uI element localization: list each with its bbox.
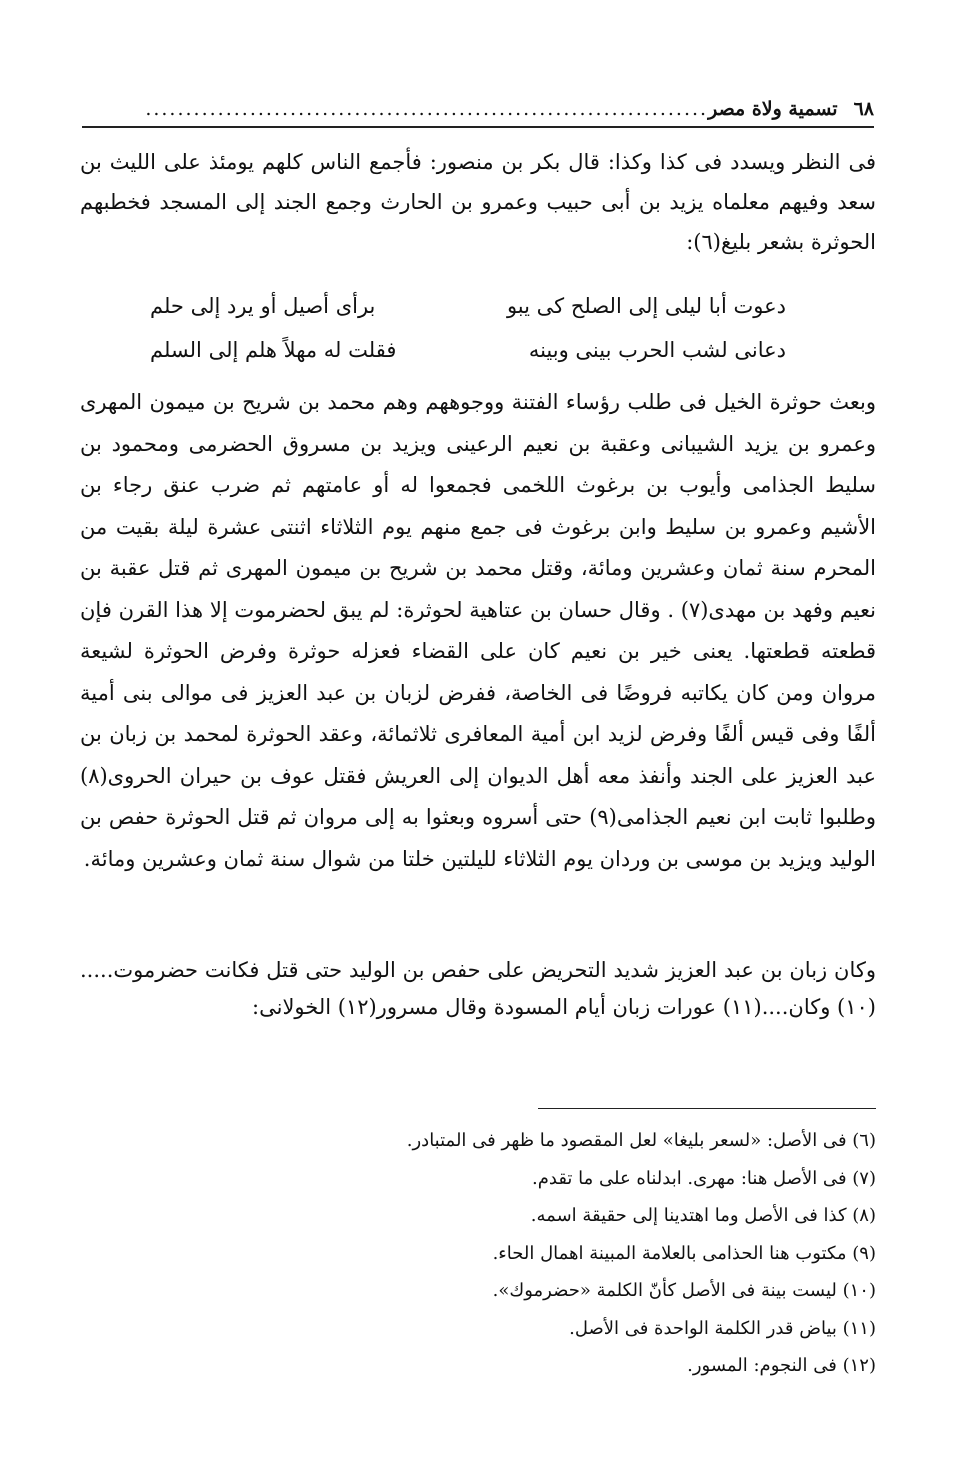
verse-1-second-hemistich: برأى أصيل أو يرد إلى حلم <box>150 294 376 318</box>
footnote-separator <box>538 1108 876 1109</box>
paragraph-1: فى النظر ويسدد فى كذا وكذا: قال بكر بن منصور: فأجمع الناس كلهم يومئذ على الليث بن سعد وفيهم معلماه يزيد بن أبى حبيب وعمرو بن الحارث وجمع الجند إلى المسجد فخطبهم الحوثرة بشعر بليغ(٦): <box>80 150 876 254</box>
footnotes <box>200 1122 876 1385</box>
paragraph-2: وبعث حوثرة الخيل فى طلب رؤساء الفتنة ووجوههم وهم محمد بن شريح بن ميمون المهرى وعمرو بن يزيد الشيبانى وعقبة بن نعيم الرعينى ويزيد بن مسروق الحضرمى ومحمود بن سليط الجذامى وأيوب بن برغوث اللخمى فجمعوا له أو عامتهم ثم ضرب عنق رجاء بن الأشيم وعمرو بن سليط وابن برغوث فى جمع منهم يوم الثلاثاء اثنتى عشرة ليلة بقيت من المحرم سنة ثمان وعشرين ومائة، وقتل محمد بن شريح بن ميمون المهرى ثم قتل عقبة بن نعيم وفهد بن مهدى(٧) . وقال حسان بن عتاهية لحوثرة: لم يبق لحضرموت إلا هذا القرن فإن قطعته قطعتها. يعنى خير بن نعيم كان على القضاء فعزله حوثرة وفرض الحوثرة لشيعة مروان ومن كان يكاتبه فروضًا فى الخاصة، ففرض لزبان بن عبد العزيز فى موالى بنى أمية ألفًا وفى قيس ألفًا وفرض لزيد ابن أمية المعافرى ثلاثمائة، وعقد الحوثرة لمحمد بن زبان بن عبد العزيز على الجند وأنفذ معه أهل الديوان إلى العريش فقتل عوف بن حيران الحروى(٨) وطلبوا ثابت ابن نعيم الجذامى(٩) حتى أسروه وبعثوا به إلى مروان ثم قتل الحوثرة حفص بن الوليد ويزيد بن موسى بن وردان يوم الثلاثاء لليلتين خلتا من شوال سنة ثمان وعشرين ومائة. <box>80 390 876 871</box>
header-leader-dots: ...................................................................... <box>145 98 709 120</box>
poem-1 <box>150 284 786 372</box>
verse-2-second-hemistich: فقلت له مهلاً هلم إلى السلم <box>150 338 397 362</box>
footnote-6: (٦) فى الأصل: «لسعر بليغا» لعل المقصود ما ظهر فى المتبادر. <box>406 1130 876 1151</box>
paragraph-3: وكان زبان بن عبد العزيز شديد التحريض على حفص بن الوليد حتى قتل فكانت حضرموت.....(١٠) وكان....(١١) عورات زبان أيام المسودة وقال مسرور(١٢) الخولانى: <box>80 958 876 1019</box>
footnote-7: (٧) فى الأصل هنا: مهرى. ابدلناه على ما تقدم. <box>532 1167 876 1189</box>
running-header <box>82 92 874 128</box>
verse-2 <box>150 328 786 372</box>
verse-1-first-hemistich: دعوت أبا ليلى إلى الصلح كى يبو <box>506 294 786 318</box>
footnote-10: (١٠) ليست بينة فى الأصل كأنّ الكلمة «حضرموك». <box>492 1280 876 1301</box>
footnote-8: (٨) كذا فى الأصل وما اهتدينا إلى حقيقة اسمه. <box>530 1205 876 1226</box>
footnote-12: (١٢) فى النجوم: المسور. <box>687 1355 876 1376</box>
footnote-9: (٩) مكتوب هنا الحذامى بالعلامة المبينة اهمال الحاء. <box>492 1242 876 1264</box>
running-title: تسمية ولاة مصر <box>708 98 838 120</box>
verse-2-first-hemistich: دعانى لشب الحرب بينى وبينه <box>528 338 786 362</box>
footnote-11: (١١) بياض قدر الكلمة الواحدة فى الأصل. <box>569 1317 876 1339</box>
page-number: ٦٨ <box>853 98 874 120</box>
verse-1 <box>150 284 786 328</box>
